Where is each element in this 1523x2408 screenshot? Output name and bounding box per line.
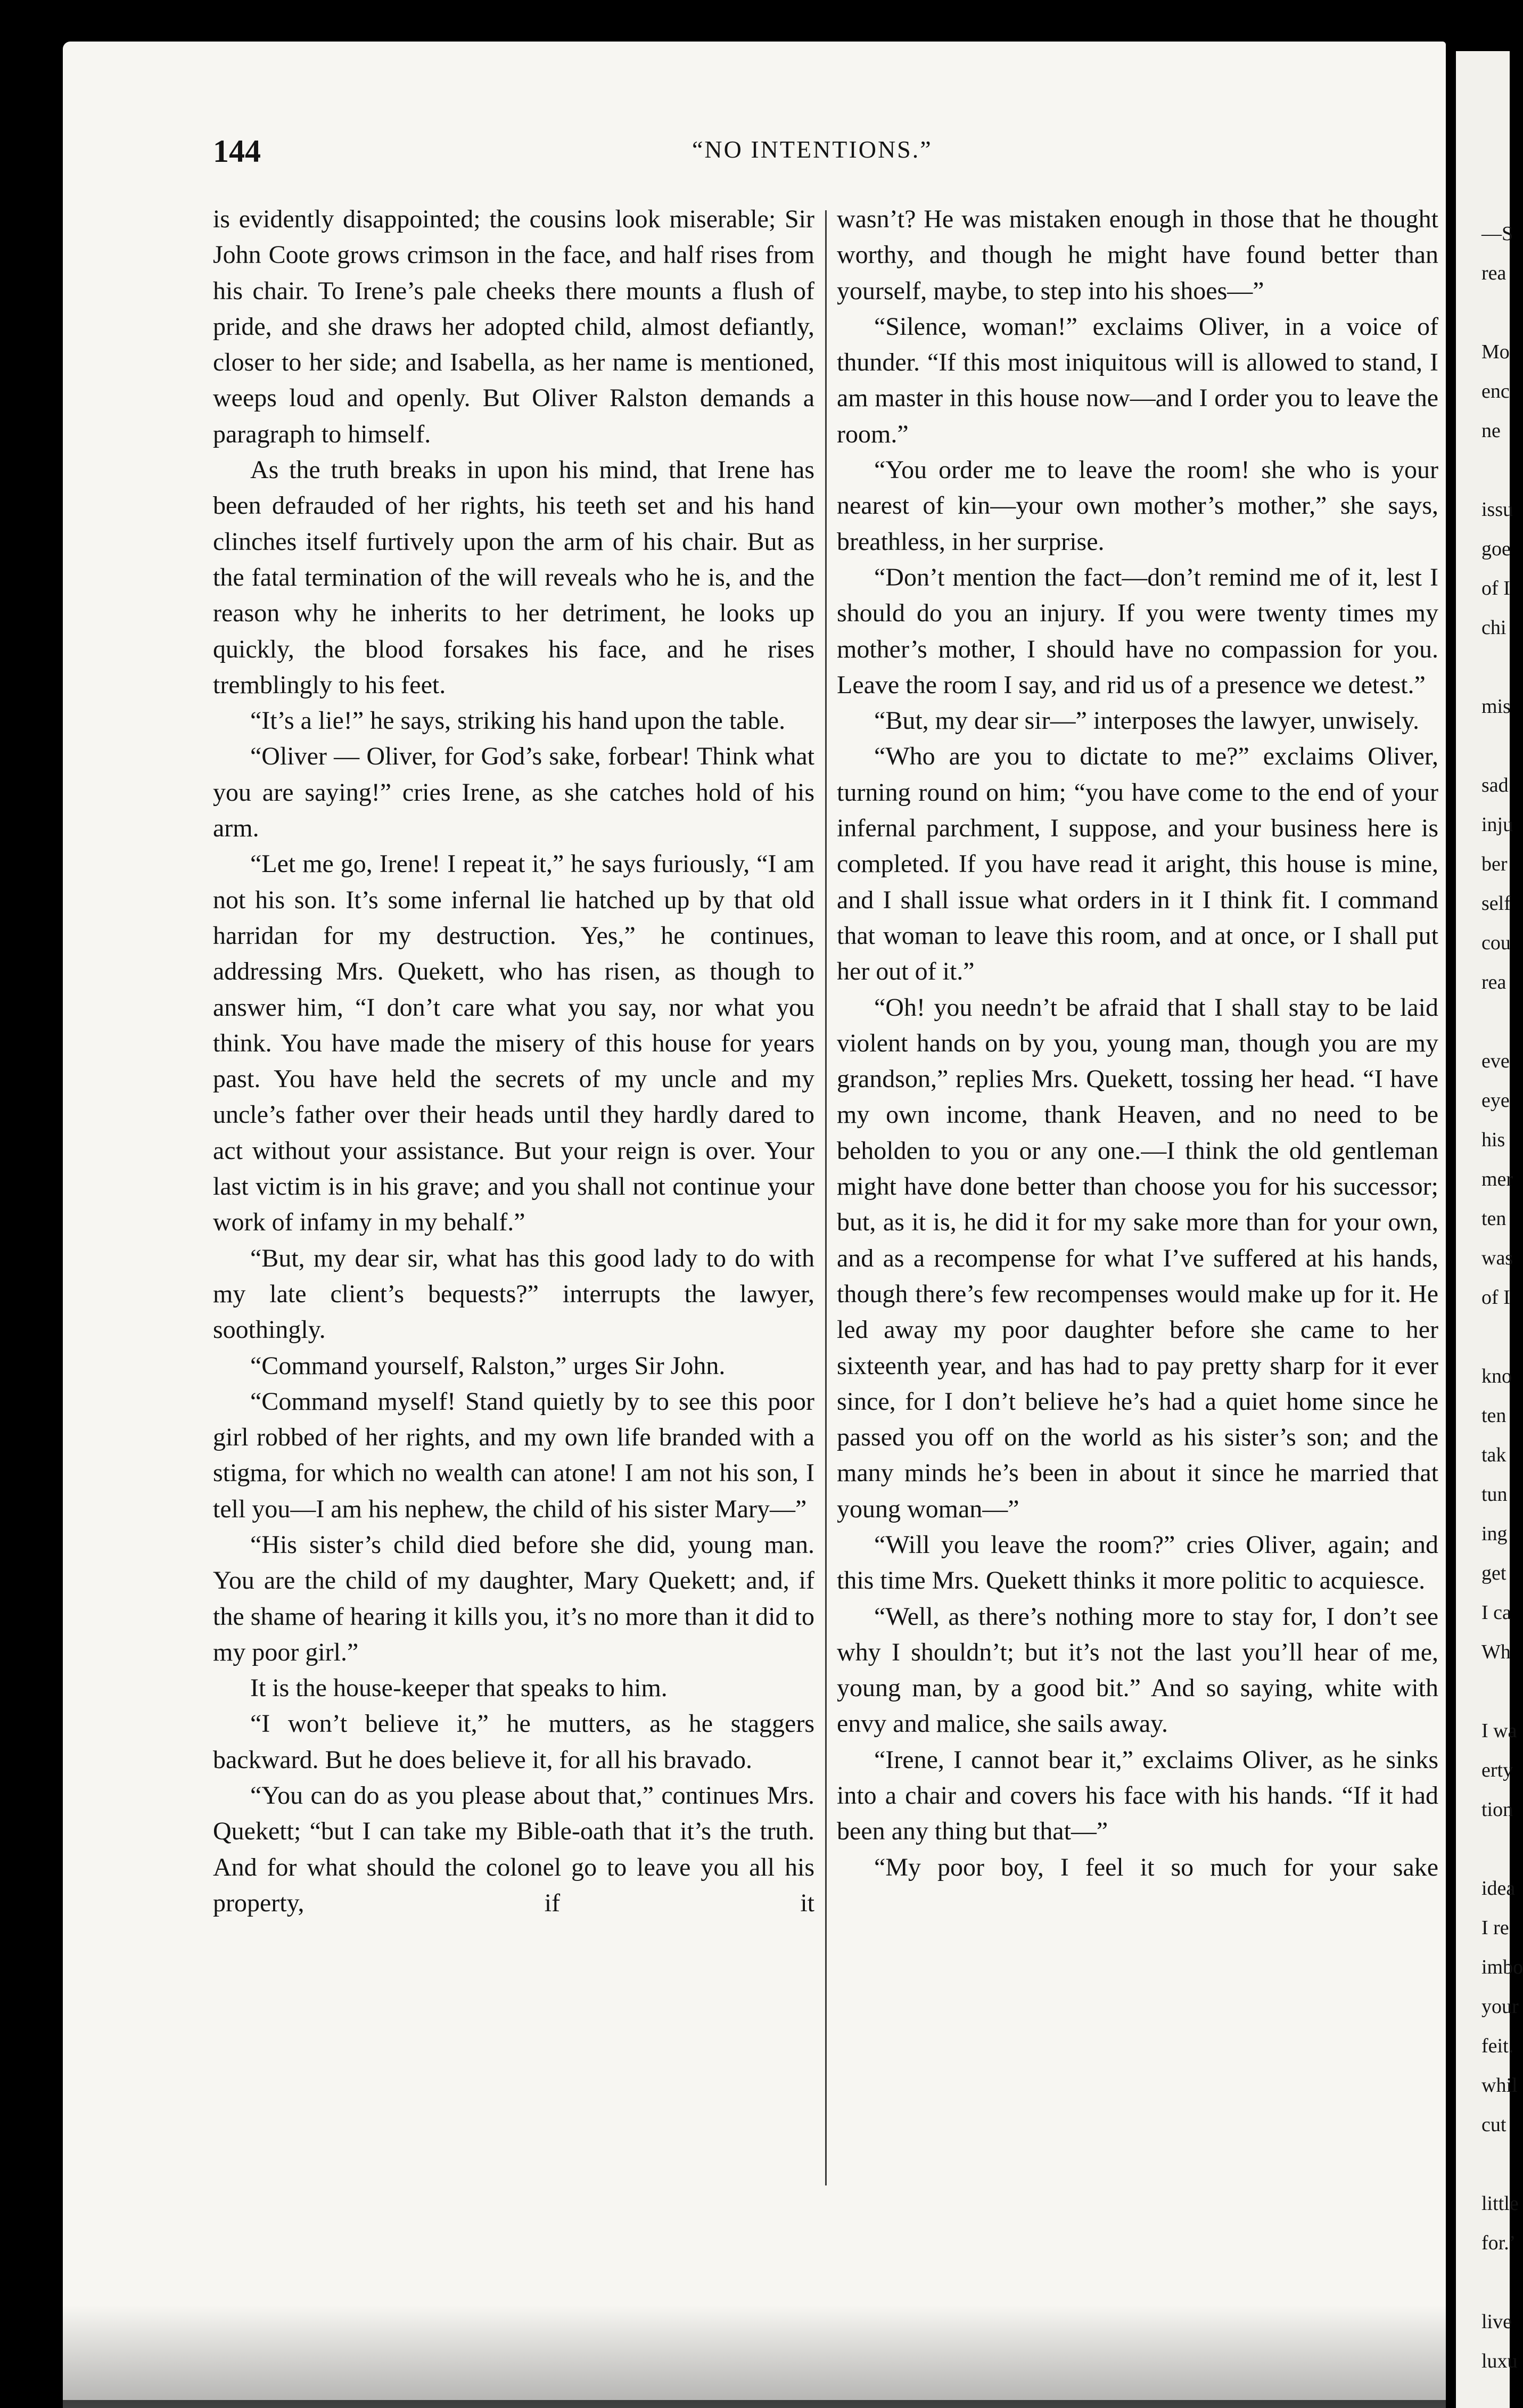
paragraph: As the truth breaks in upon his mind, that Irene has been defrauded of her rights, his teeth set and his hand clinches itself furtively upon the arm of his chair. But as the fatal termination of the will reveals who he is, and the reason why he inherits to her detriment, he looks up quickly, the blood forsakes his face, and he rises tremblingly to his feet. (213, 456, 814, 699)
next-page-fragment: —S (1481, 223, 1513, 245)
next-page-fragment: I wa (1481, 1720, 1517, 1742)
paragraph: “Oh! you needn’t be afraid that I shall stay to be laid violent hands on by you, young man, though you are my grandson,” replies Mrs. Quekett, tossing her head. “I have my own income, thank Heaven, and no need to be beholden to you or any one.—I think the old gentleman might have done better than choose you for his successor; but, as it is, he did it for my sake more than for your own, and as a recompense for what I’ve suffered at his hands, though there’s few recompenses would make up for it. He led away my poor daughter before she came to her sixteenth year, and has had to pay pretty sharp for it ever since, for I don’t believe he’s had a quiet home since he passed you off on the world as his sister’s son; and the many minds he’s been in about it since he married that young woman—” (837, 993, 1438, 1523)
next-page-fragment: rea (1481, 262, 1506, 284)
right-column (837, 201, 1438, 1885)
next-page-fragment: cut (1481, 2114, 1506, 2136)
paragraph: “Irene, I cannot bear it,” exclaims Oliver, as he sinks into a chair and covers his face with his hands. “If it had been any thing but that—” (837, 1745, 1438, 1846)
next-page-fragment: sad (1481, 774, 1509, 796)
next-page-fragment: his (1481, 1129, 1505, 1151)
next-page-fragment: inju (1481, 813, 1513, 836)
next-page-fragment: of I (1481, 1286, 1510, 1309)
paragraph: It is the house-keeper that speaks to him. (250, 1674, 668, 1703)
next-page-fragment: imbo (1481, 1956, 1523, 1978)
paragraph: “Let me go, Irene! I repeat it,” he says furiously, “I am not his son. It’s some infernal lie hatched up by that old harridan for my destruction. Yes,” he continues, addressing Mrs. Quekett, who has risen, as though to answer him, “I don’t care what you say, nor what you think. You have made the misery of this house for years past. You have held the secrets of my uncle and my uncle’s father over their heads until they hardly dared to act without your assistance. But your reign is over. Your last victim is in his grave; and you shall not continue your work of infamy in my behalf.” (213, 850, 814, 1237)
column-rule (825, 210, 827, 2185)
paragraph: “My poor boy, I feel it so much for your sake (874, 1853, 1438, 1881)
left-column (213, 201, 814, 1921)
next-page-fragment: chi (1481, 617, 1506, 639)
next-page-fragment: self (1481, 892, 1511, 915)
next-page-fragment: I re (1481, 1917, 1509, 1939)
next-page-edge (1456, 51, 1523, 2408)
next-page-fragment: for.’ (1481, 2232, 1516, 2254)
paragraph: “Oliver — Oliver, for God’s sake, forbear! Think what you are saying!” cries Irene, as she catches hold of his arm. (213, 742, 814, 843)
paragraph: wasn’t? He was mistaken enough in those that he thought worthy, and though he might have found better than yourself, maybe, to step into his shoes—” (837, 205, 1438, 305)
next-page-fragment: little (1481, 2192, 1519, 2215)
next-page-fragment: tun (1481, 1483, 1508, 1506)
page-number: 144 (213, 134, 261, 169)
paragraph: “I won’t believe it,” he mutters, as he staggers backward. But he does believe it, for all his bravado. (213, 1710, 814, 1774)
paragraph: “But, my dear sir—” interposes the lawyer, unwisely. (874, 706, 1420, 735)
next-page-fragment: ne (1481, 420, 1501, 442)
next-page-fragment: your (1481, 1995, 1519, 2018)
paragraph: “Who are you to dictate to me?” exclaims Oliver, turning round on him; “you have come to the end of your infernal parchment, I suppose, and your business here is completed. If you have read it aright, this house is mine, and I shall issue what orders in it I think fit. I command that woman to leave this room, and at once, or I shall put her out of it.” (837, 742, 1438, 986)
next-page-fragment: mer (1481, 1168, 1513, 1190)
next-page-fragment: feit. (1481, 2035, 1514, 2057)
paragraph: “His sister’s child died before she did, young man. You are the child of my daughter, Mary Quekett; and, if the shame of hearing it kills you, it’s no more than it did to my poor girl.” (213, 1530, 814, 1666)
paragraph: “You order me to leave the room! she who is your nearest of kin—your own mother’s mother,” she says, breathless, in her surprise. (837, 456, 1438, 556)
next-page-fragment: of I (1481, 577, 1510, 599)
paragraph: “Don’t mention the fact—don’t remind me of it, lest I should do you an injury. If you were twenty times my mother’s mother, I should have no compassion for you. Leave the room I say, and rid us of a presence we detest.” (837, 563, 1438, 699)
next-page-fragment: enc (1481, 380, 1510, 402)
next-page-fragment: ber (1481, 853, 1508, 875)
paragraph: “Command myself! Stand quietly by to see this poor girl robbed of her rights, and my own life branded with a stigma, for which no wealth can atone! I am not his son, I tell you—I am his nephew, the child of his sister Mary—” (213, 1387, 814, 1523)
next-page-fragment: ing (1481, 1523, 1508, 1545)
next-page-fragment: eye (1481, 1089, 1510, 1112)
next-page-fragment: goe (1481, 538, 1511, 560)
next-page-fragment: whil (1481, 2074, 1518, 2097)
next-page-fragment: ten (1481, 1207, 1506, 1230)
next-page-fragment: was (1481, 1247, 1513, 1269)
running-title: “NO INTENTIONS.” (692, 136, 933, 163)
next-page-fragment: kno (1481, 1365, 1512, 1387)
paragraph: “You can do as you please about that,” continues Mrs. Quekett; “but I can take my Bible-oath that it’s the truth. And for what should the colonel go to leave you all his property, if it (213, 1781, 814, 1917)
next-page-fragment: get (1481, 1562, 1506, 1584)
paragraph: “It’s a lie!” he says, striking his hand upon the table. (250, 706, 786, 735)
paragraph: “But, my dear sir, what has this good lady to do with my late client’s bequests?” interrupts the lawyer, soothingly. (213, 1244, 814, 1344)
paragraph: is evidently disappointed; the cousins look miserable; Sir John Coote grows crimson in the face, and half rises from his chair. To Irene’s pale cheeks there mounts a flush of pride, and she draws her adopted child, almost defiantly, closer to her side; and Isabella, as her name is mentioned, weeps loud and openly. But Oliver Ralston demands a paragraph to himself. (213, 205, 814, 448)
next-page-fragment: live (1481, 2311, 1512, 2333)
next-page-fragment: Wh (1481, 1641, 1511, 1663)
next-page-fragment: luxu (1481, 2350, 1518, 2372)
next-page-fragment: mis (1481, 695, 1511, 718)
next-page-fragment: cou (1481, 932, 1511, 954)
next-page-fragment: I ca (1481, 1601, 1511, 1624)
next-page-fragment: eve (1481, 1050, 1510, 1072)
next-page-fragment: Mo (1481, 341, 1510, 363)
next-page-fragment: tion (1481, 1798, 1513, 1821)
page-header (213, 133, 1437, 176)
paragraph: “Well, as there’s nothing more to stay for, I don’t see why I shouldn’t; but it’s not the last you’ll hear of me, young man, by a good bit.” And so saying, white with envy and malice, she sails away. (837, 1602, 1438, 1738)
scan-edge-shadow (63, 2305, 1446, 2408)
next-page-fragment: tak (1481, 1444, 1506, 1466)
next-page-fragment: erty (1481, 1759, 1513, 1781)
next-page-fragment: idea (1481, 1877, 1516, 1900)
next-page-fragment: rea (1481, 971, 1506, 993)
paragraph: “Will you leave the room?” cries Oliver, again; and this time Mrs. Quekett thinks it more politic to acquiesce. (837, 1530, 1438, 1595)
paragraph: “Silence, woman!” exclaims Oliver, in a voice of thunder. “If this most iniquitous will is allowed to stand, I am master in this house now—and I order you to leave the room.” (837, 312, 1438, 448)
next-page-fragment: ten (1481, 1404, 1506, 1427)
next-page-fragment: issu (1481, 498, 1513, 521)
paragraph: “Command yourself, Ralston,” urges Sir John. (250, 1351, 726, 1380)
